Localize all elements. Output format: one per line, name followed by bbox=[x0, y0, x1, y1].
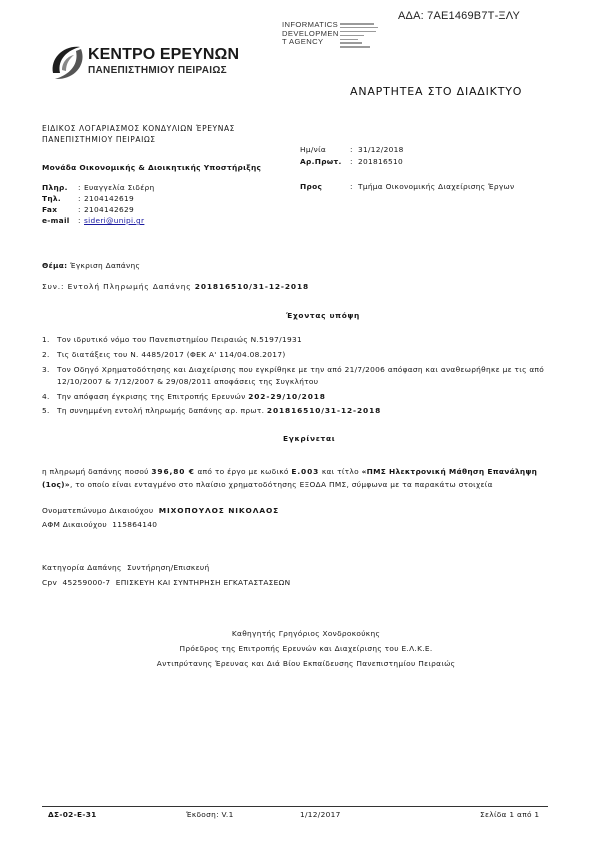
expense-category-row bbox=[42, 563, 209, 573]
list-item-number: 1. bbox=[42, 335, 50, 344]
contact-row-fax bbox=[42, 204, 155, 215]
separator: : bbox=[78, 194, 81, 203]
approval-text: η πληρωμή δαπάνης ποσού bbox=[42, 467, 149, 476]
footer-date: 1/12/2017 bbox=[300, 810, 341, 819]
date-label: Ημ/νία bbox=[300, 145, 327, 154]
ada-code: ΑΔΑ: 7ΑΕ1469Β7Τ-ΞΛΥ bbox=[398, 10, 521, 22]
separator: : bbox=[350, 145, 353, 154]
approval-text: , το οποίο είναι ενταγμένο στο πλαίσιο χρηματοδότησης bbox=[69, 480, 297, 489]
footer-divider bbox=[42, 806, 548, 807]
beneficiary-name-row bbox=[42, 506, 279, 516]
approval-heading: Εγκρίνεται bbox=[283, 434, 336, 443]
signatory-name: Καθηγητής Γρηγόριος Χονδροκούκης bbox=[231, 629, 381, 638]
cpv-row bbox=[42, 578, 290, 588]
signature-block bbox=[100, 626, 512, 671]
list-item-text: Τις διατάξεις του Ν. 4485/2017 (ΦΕΚ Α' 114/04.08.2017) bbox=[57, 350, 286, 359]
cpv-label: Cpv bbox=[42, 578, 58, 587]
page-number: Σελίδα 1 από 1 bbox=[480, 810, 540, 819]
agency-logo bbox=[282, 21, 339, 47]
contact-fax: 2104142629 bbox=[84, 205, 135, 214]
approval-text: και τίτλο bbox=[321, 467, 359, 476]
date-value: 31/12/2018 bbox=[358, 145, 404, 154]
project-title: «ΠΜΣ Ηλεκτρονική Μάθηση Επανάληψη (1ος)» bbox=[42, 467, 538, 489]
approval-paragraph bbox=[42, 465, 567, 491]
considerations-heading: Έχοντας υπόψη bbox=[286, 311, 361, 320]
approval-amount: 396,80 € bbox=[151, 467, 195, 476]
list-item-text: Την απόφαση έγκρισης της Επιτροπής Ερευνών bbox=[57, 392, 246, 401]
recipient-row bbox=[300, 182, 514, 192]
contact-phone: 2104142619 bbox=[84, 194, 135, 203]
beneficiary-name-label: Ονοματεπώνυμο Δικαιούχου bbox=[42, 506, 154, 515]
contact-label: Τηλ. bbox=[42, 194, 61, 203]
subject-label: Θέμα: bbox=[42, 261, 68, 270]
contact-block bbox=[42, 182, 155, 226]
signatory-title: Πρόεδρος της Επιτροπής Ερευνών και Διαχείρισης του Ε.Λ.Κ.Ε. bbox=[179, 644, 433, 653]
sender-unit: Μονάδα Οικονομικής & Διοικητικής Υποστήριξης bbox=[42, 163, 262, 172]
date-row bbox=[300, 145, 404, 155]
cpv-description: ΕΠΙΣΚΕΥΗ ΚΑΙ ΣΥΝΤΗΡΗΣΗ ΕΓΚΑΤΑΣΤΑΣΕΩΝ bbox=[115, 578, 291, 587]
contact-label: Fax bbox=[42, 205, 58, 214]
contact-label: Πληρ. bbox=[42, 183, 68, 192]
signatory-title: Αντιπρύτανης Έρευνας και Διά Βίου Εκπαίδευσης Πανεπιστημίου Πειραιώς bbox=[156, 659, 456, 668]
cpv-code: 45259000-7 bbox=[62, 578, 111, 587]
logo-subtitle: ΠΑΝΕΠΙΣΤΗΜΙΟΥ ΠΕΙΡΑΙΩΣ bbox=[88, 65, 227, 76]
protocol-label: Αρ.Πρωτ. bbox=[300, 157, 342, 166]
attachment-ref: 201816510/31-12-2018 bbox=[194, 282, 310, 291]
attachment-label: Συν.: bbox=[42, 282, 65, 291]
expense-category-label: Κατηγορία Δαπάνης bbox=[42, 563, 122, 572]
approval-text: από το έργο με κωδικό bbox=[197, 467, 289, 476]
protocol-row bbox=[300, 157, 403, 167]
email-link[interactable]: sideri@unipi.gr bbox=[84, 216, 145, 225]
contact-name: Ευαγγελία Σιδέρη bbox=[84, 183, 155, 192]
agency-logo-line: T AGENCY bbox=[282, 37, 324, 47]
contact-row-phone bbox=[42, 193, 155, 204]
attachment-line bbox=[42, 282, 309, 292]
list-item-reference: 202-29/10/2018 bbox=[248, 392, 326, 401]
project-code: Ε.003 bbox=[291, 467, 320, 476]
version: Έκδοση: V.1 bbox=[186, 810, 234, 819]
separator: : bbox=[78, 183, 81, 192]
beneficiary-tax-row bbox=[42, 520, 157, 530]
list-item-number: 2. bbox=[42, 350, 50, 359]
beneficiary-name: ΜΙΧΟΠΟΥΛΟΣ ΝΙΚΟΛΑΟΣ bbox=[158, 506, 280, 515]
agency-logo-line: INFORMATICS bbox=[282, 20, 339, 29]
protocol-value: 201816510 bbox=[358, 157, 404, 166]
subject-line bbox=[42, 261, 140, 271]
form-code: ΔΣ-02-Ε-31 bbox=[48, 810, 97, 819]
subject-value: Έγκριση Δαπάνης bbox=[70, 261, 141, 270]
approval-text: , σύμφωνα με τα παρακάτω στοιχεία bbox=[346, 480, 493, 489]
separator: : bbox=[78, 216, 81, 225]
posting-notice: ΑΝΑΡΤΗΤΕΑ ΣΤΟ ΔΙΑΔΙΚΤΥΟ bbox=[350, 85, 523, 98]
separator: : bbox=[78, 205, 81, 214]
separator: : bbox=[350, 157, 353, 166]
beneficiary-tax-id: 115864140 bbox=[112, 520, 158, 529]
funding-source: ΕΞΟΔΑ ΠΜΣ bbox=[299, 480, 347, 489]
contact-row-email bbox=[42, 215, 155, 226]
sender-university: ΠΑΝΕΠΙΣΤΗΜΙΟΥ ΠΕΙΡΑΙΩΣ bbox=[42, 135, 156, 144]
list-item-text: Τη συνημμένη εντολή πληρωμής δαπάνης αρ. πρωτ. bbox=[57, 406, 265, 415]
list-item-text: Τον Οδηγό Χρηματοδότησης και Διαχείρισης που εγκρίθηκε με την από 21/7/2006 απόφαση και αναθεωρήθηκε με τις από 12/10/2007 & 7/12/2007 & 29/08/2011 αποφάσεις της Συγκλήτου bbox=[57, 365, 545, 386]
recipient-label: Προς bbox=[300, 182, 323, 191]
expense-category: Συντήρηση/Επισκευή bbox=[126, 563, 210, 572]
list-item-number: 3. bbox=[42, 365, 50, 374]
list-item-text-row bbox=[57, 392, 326, 402]
list-item-number: 5. bbox=[42, 406, 50, 415]
list-item-text: Τον ιδρυτικό νόμο του Πανεπιστημίου Πειραιώς Ν.5197/1931 bbox=[57, 335, 302, 344]
recipient-value: Τμήμα Οικονομικής Διαχείρισης Έργων bbox=[358, 182, 515, 191]
separator: : bbox=[350, 182, 353, 191]
agency-logo-fine-print bbox=[340, 23, 380, 50]
logo-title: ΚΕΝΤΡΟ ΕΡΕΥΝΩΝ bbox=[88, 46, 240, 63]
list-item-number: 4. bbox=[42, 392, 50, 401]
research-center-logo-icon bbox=[50, 42, 84, 82]
sender-account: ΕΙΔΙΚΟΣ ΛΟΓΑΡΙΑΣΜΟΣ ΚΟΝΔΥΛΙΩΝ ΈΡΕΥΝΑΣ bbox=[42, 124, 236, 133]
list-item-reference: 201816510/31-12-2018 bbox=[266, 406, 382, 415]
list-item-text-row bbox=[57, 406, 381, 416]
contact-row-name bbox=[42, 182, 155, 193]
agency-logo-line: DEVELOPMEN bbox=[282, 28, 339, 38]
beneficiary-tax-label: ΑΦΜ Δικαιούχου bbox=[42, 520, 107, 529]
attachment-text: Εντολή Πληρωμής Δαπάνης bbox=[67, 282, 192, 291]
contact-label: e-mail bbox=[42, 216, 70, 225]
